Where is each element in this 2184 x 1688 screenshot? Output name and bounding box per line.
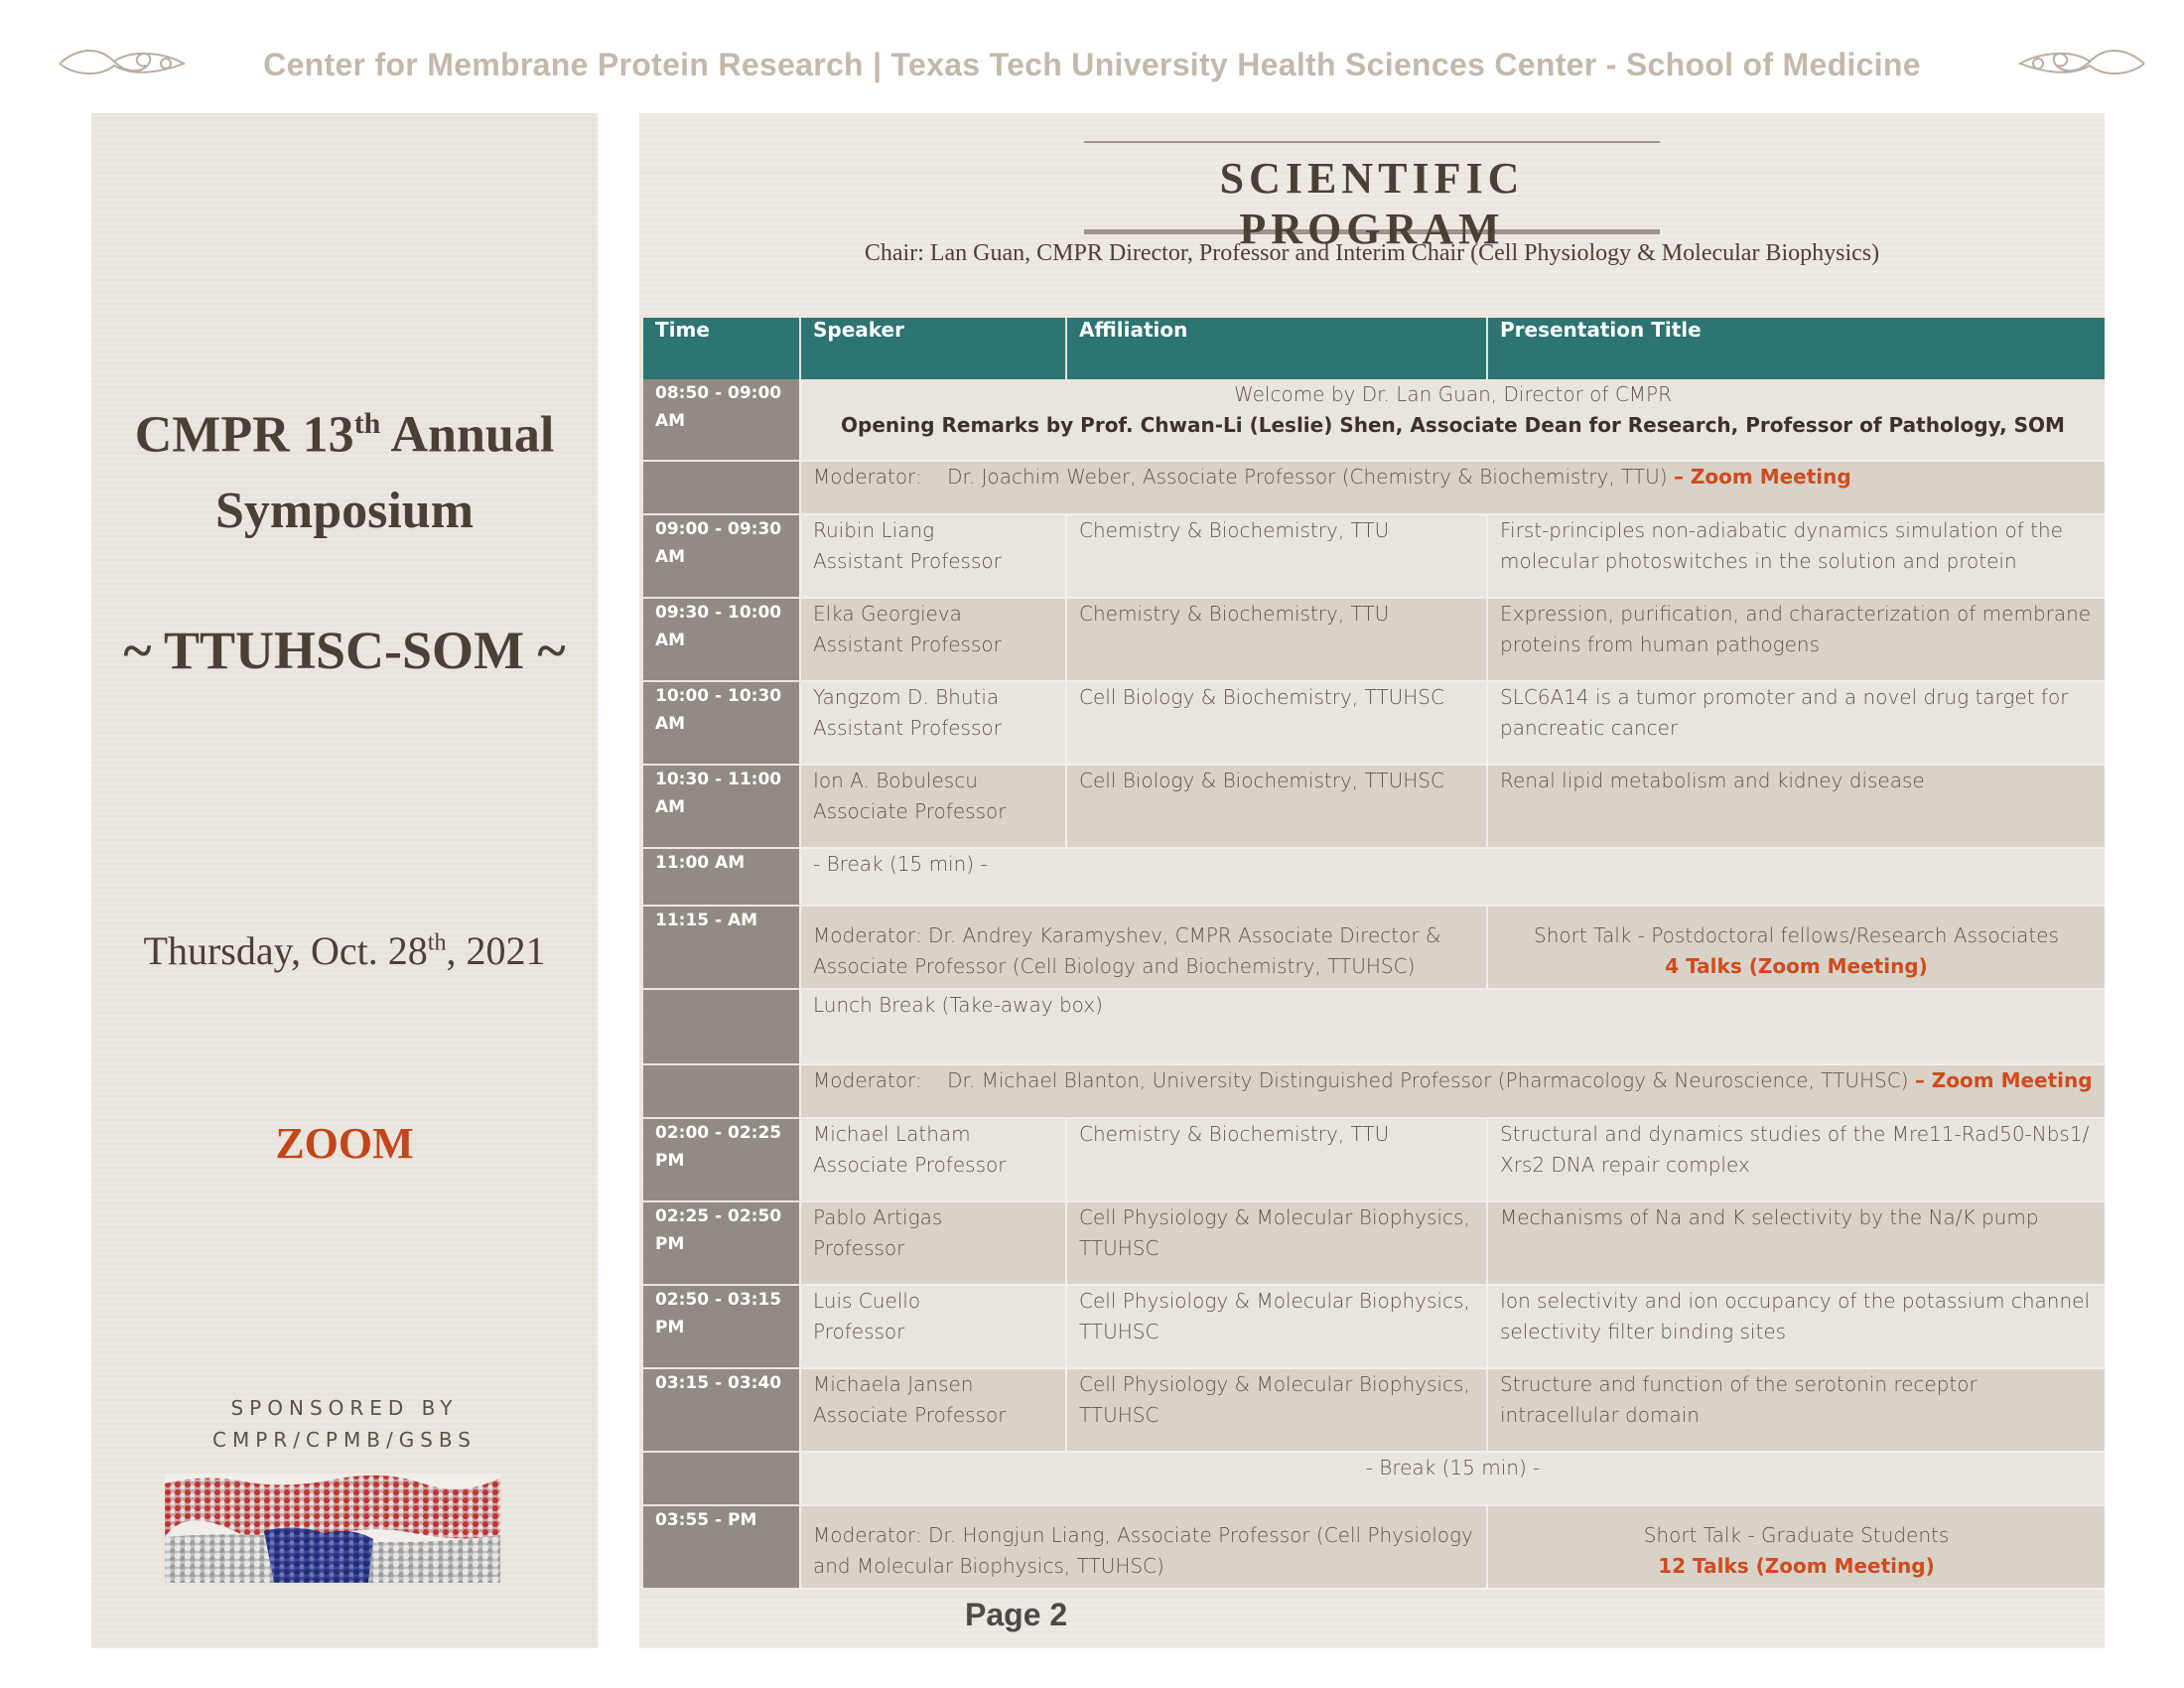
time-cell: [643, 989, 800, 1064]
talk-row: [643, 1201, 2105, 1285]
symposium-info-panel: [91, 113, 598, 1648]
opening-remarks-text: Opening Remarks by Prof. Chwan-Li (Leslie) Shen, Associate Dean for Research, Professor of Pathology, SOM: [841, 413, 2065, 437]
speaker-cell: [800, 1201, 1066, 1285]
program-title-box: [1084, 141, 1660, 253]
time-cell: 11:15 - AM: [643, 906, 800, 989]
presentation-title-cell: SLC6A14 is a tumor promoter and a novel drug target for pancreatic cancer: [1487, 681, 2105, 765]
time-cell: 10:30 - 11:00 AM: [643, 765, 800, 848]
zoom-meeting-label: – Zoom Meeting: [1673, 465, 1851, 489]
presentation-title-cell: Mechanisms of Na and K selectivity by the Na/K pump: [1487, 1201, 2105, 1285]
zoom-label: ZOOM: [275, 1119, 414, 1168]
lunch-row: [643, 989, 2105, 1064]
affiliation-cell: Chemistry & Biochemistry, TTU: [1066, 598, 1487, 681]
speaker-name: Michael Latham: [813, 1122, 971, 1146]
time-cell: 02:50 - 03:15 PM: [643, 1285, 800, 1368]
affiliation-cell: Chemistry & Biochemistry, TTU: [1066, 514, 1487, 598]
column-header-affiliation: Affiliation: [1066, 318, 1487, 379]
speaker-cell: [800, 514, 1066, 598]
presentation-title-cell: Renal lipid metabolism and kidney disease: [1487, 765, 2105, 848]
welcome-row: [643, 379, 2105, 461]
speaker-role: Assistant Professor: [813, 549, 1002, 573]
speaker-cell: [800, 598, 1066, 681]
affiliation-cell: Cell Physiology & Molecular Biophysics, TTUHSC: [1066, 1201, 1487, 1285]
affiliation-cell: Cell Biology & Biochemistry, TTUHSC: [1066, 681, 1487, 765]
welcome-cell: [800, 379, 2105, 461]
short-talk-moderator-cell: Moderator: Dr. Andrey Karamyshev, CMPR Associate Director & Associate Professor (Cell Biology and Biochemistry, TTUHSC): [800, 906, 1487, 989]
presentation-title-cell: First-principles non-adiabatic dynamics simulation of the molecular photoswitches in the solution and protein: [1487, 514, 2105, 598]
lunch-cell: Lunch Break (Take-away box): [800, 989, 2105, 1064]
talk-row: [643, 681, 2105, 765]
talk-row: [643, 765, 2105, 848]
speaker-name: Michaela Jansen: [813, 1372, 974, 1396]
moderator-label: Moderator:: [813, 465, 922, 489]
column-header-title: Presentation Title: [1487, 318, 2105, 379]
column-header-speaker: Speaker: [800, 318, 1066, 379]
break-row: [643, 1452, 2105, 1505]
short-talk-count: 4 Talks (Zoom Meeting): [1665, 954, 1928, 978]
talk-row: [643, 1368, 2105, 1452]
speaker-cell: [800, 681, 1066, 765]
time-cell: [643, 1452, 800, 1505]
presentation-title-cell: Expression, purification, and characterization of membrane proteins from human pathogens: [1487, 598, 2105, 681]
sponsored-by-label: SPONSORED BY: [230, 1396, 459, 1420]
moderator-row: [643, 461, 2105, 514]
symposium-date: Thursday, Oct. 28th, 2021: [143, 928, 546, 973]
time-cell: 08:50 - 09:00 AM: [643, 379, 800, 461]
speaker-name: Ion A. Bobulescu: [813, 769, 978, 792]
speaker-role: Associate Professor: [813, 1403, 1007, 1427]
presentation-title-cell: Structural and dynamics studies of the Mre11-Rad50-Nbs1/ Xrs2 DNA repair complex: [1487, 1118, 2105, 1201]
program-table: [643, 318, 2105, 1590]
speaker-name: Pablo Artigas: [813, 1205, 943, 1229]
affiliation-cell: Cell Biology & Biochemistry, TTUHSC: [1066, 765, 1487, 848]
speaker-role: Professor: [813, 1320, 905, 1343]
short-talk-info-cell: [1487, 1505, 2105, 1589]
short-talk-moderator-cell: Moderator: Dr. Hongjun Liang, Associate Professor (Cell Physiology and Molecular Biophysics, TTUHSC): [800, 1505, 1487, 1589]
right-flourish-ornament: [2015, 42, 2149, 85]
presentation-title-cell: Ion selectivity and ion occupancy of the potassium channel selectivity filter binding sites: [1487, 1285, 2105, 1368]
time-cell: 03:15 - 03:40: [643, 1368, 800, 1452]
talk-row: [643, 1285, 2105, 1368]
speaker-role: Assistant Professor: [813, 716, 1002, 740]
affiliation-cell: Chemistry & Biochemistry, TTU: [1066, 1118, 1487, 1201]
speaker-role: Assistant Professor: [813, 633, 1002, 656]
time-cell: 02:25 - 02:50 PM: [643, 1201, 800, 1285]
table-header-row: [643, 318, 2105, 379]
short-talk-label: Short Talk - Graduate Students: [1643, 1523, 1950, 1547]
moderator-label: Moderator:: [813, 1068, 922, 1092]
break-row: [643, 848, 2105, 906]
speaker-name: Ruibin Liang: [813, 518, 935, 542]
speaker-cell: [800, 1118, 1066, 1201]
affiliation-cell: Cell Physiology & Molecular Biophysics, TTUHSC: [1066, 1368, 1487, 1452]
organization-label: ~ TTUHSC-SOM ~: [123, 621, 566, 680]
speaker-cell: [800, 1285, 1066, 1368]
moderator-cell: [800, 461, 2105, 514]
short-talk-row: [643, 1505, 2105, 1589]
affiliation-cell: Cell Physiology & Molecular Biophysics, TTUHSC: [1066, 1285, 1487, 1368]
time-cell: 09:00 - 09:30 AM: [643, 514, 800, 598]
time-cell: [643, 461, 800, 514]
short-talk-count: 12 Talks (Zoom Meeting): [1658, 1554, 1935, 1578]
time-cell: 02:00 - 02:25 PM: [643, 1118, 800, 1201]
speaker-name: Elka Georgieva: [813, 602, 962, 626]
page-header: Center for Membrane Protein Research | Texas Tech University Health Sciences Center - School of Medicine: [263, 47, 1921, 82]
chair-line: Chair: Lan Guan, CMPR Director, Professor and Interim Chair (Cell Physiology & Molecular Biophysics): [864, 240, 1880, 266]
symposium-title-line1: CMPR 13th Annual: [134, 406, 555, 464]
column-header-time: Time: [643, 318, 800, 379]
symposium-title-line2: Symposium: [214, 483, 475, 539]
time-cell: 09:30 - 10:00 AM: [643, 598, 800, 681]
short-talk-label: Short Talk - Postdoctoral fellows/Research Associates: [1534, 923, 2059, 947]
speaker-cell: [800, 765, 1066, 848]
membrane-protein-image: [165, 1474, 500, 1583]
page-number: Page 2: [965, 1597, 1068, 1632]
time-cell: 10:00 - 10:30 AM: [643, 681, 800, 765]
break-cell: - Break (15 min) -: [800, 848, 2105, 906]
talk-row: [643, 1118, 2105, 1201]
talk-row: [643, 598, 2105, 681]
sponsors-label: CMPR/CPMB/GSBS: [212, 1428, 477, 1452]
moderator-row: [643, 1064, 2105, 1118]
speaker-cell: [800, 1368, 1066, 1452]
moderator-cell: [800, 1064, 2105, 1118]
time-cell: 03:55 - PM: [643, 1505, 800, 1589]
speaker-role: Associate Professor: [813, 799, 1007, 823]
moderator-name: Dr. Michael Blanton, University Distinguished Professor (Pharmacology & Neuroscience, TTUHSC): [947, 1068, 1909, 1092]
speaker-role: Associate Professor: [813, 1153, 1007, 1177]
short-talk-info-cell: [1487, 906, 2105, 989]
break-cell: - Break (15 min) -: [800, 1452, 2105, 1505]
speaker-name: Yangzom D. Bhutia: [813, 685, 1000, 709]
time-cell: [643, 1064, 800, 1118]
short-talk-row: [643, 906, 2105, 989]
welcome-text: Welcome by Dr. Lan Guan, Director of CMPR: [1234, 382, 1672, 406]
speaker-name: Luis Cuello: [813, 1289, 921, 1313]
talk-row: [643, 514, 2105, 598]
speaker-role: Professor: [813, 1236, 905, 1260]
zoom-meeting-label: – Zoom Meeting: [1914, 1068, 2093, 1092]
moderator-name: Dr. Joachim Weber, Associate Professor (Chemistry & Biochemistry, TTU): [947, 465, 1668, 489]
presentation-title-cell: Structure and function of the serotonin receptor intracellular domain: [1487, 1368, 2105, 1452]
time-cell: 11:00 AM: [643, 848, 800, 906]
program-title: SCIENTIFIC PROGRAM: [1219, 154, 1525, 253]
